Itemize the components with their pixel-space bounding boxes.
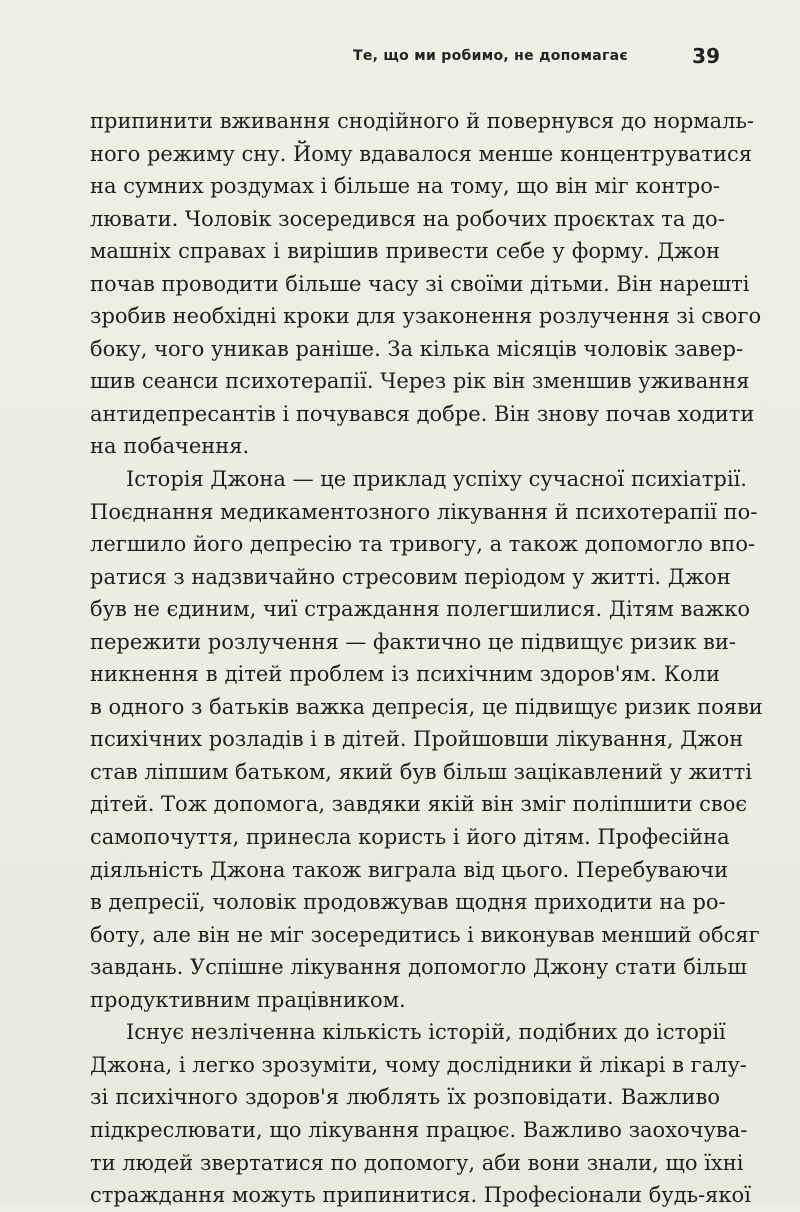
text-line: став ліпшим батьком, який був більш зацікавлений у житті — [90, 759, 752, 784]
text-line: в одного з батьків важка депресія, це підвищує ризик появи — [90, 694, 763, 719]
text-line: в депресії, чоловік продовжував щодня приходити на ро- — [90, 890, 726, 915]
text-line: зі психічного здоров'я люблять їх розповідати. Важливо — [90, 1085, 720, 1110]
text-line: ратися з надзвичайно стресовим періодом у житті. Джон — [90, 564, 731, 589]
text-line: почав проводити більше часу зі своїми дітьми. Він нарешті — [90, 271, 750, 296]
text-line: ти людей звертатися по допомогу, аби вони знали, що їхні — [90, 1150, 744, 1175]
text-line: машніх справах і вирішив привести себе у форму. Джон — [90, 239, 720, 264]
text-line: страждання можуть припинитися. Професіонали будь-якої — [90, 1183, 751, 1208]
text-line: шив сеанси психотерапії. Через рік він зменшив уживання — [90, 369, 750, 394]
body-text — [90, 105, 763, 1212]
text-line: пережити розлучення — фактично це підвищує ризик ви- — [90, 629, 736, 654]
text-line: продуктивним працівником. — [90, 987, 406, 1012]
text-line: завдань. Успішне лікування допомогло Джону стати більш — [90, 955, 747, 980]
paragraph — [90, 463, 763, 1016]
running-head: Те, що ми робимо, не допомагає — [352, 48, 628, 64]
text-line: на побачення. — [90, 434, 250, 459]
paragraph — [90, 1016, 751, 1211]
text-line: Історія Джона — це приклад успіху сучасної психіатрії. — [126, 467, 747, 492]
text-line: легшило його депресію та тривогу, а також допомогло впо- — [90, 532, 756, 557]
text-line: був не єдиним, чиї страждання полегшилися. Дітям важко — [90, 597, 750, 622]
text-line: підкреслювати, що лікування працює. Важливо заохочува- — [90, 1117, 748, 1142]
text-line: лювати. Чоловік зосередився на робочих проєктах та до- — [90, 206, 725, 231]
text-line: боку, чого уникав раніше. За кілька місяців чоловік завер- — [90, 336, 744, 361]
page-header — [90, 42, 720, 72]
text-line: антидепресантів і почувався добре. Він знову почав ходити — [90, 401, 755, 426]
text-line: діяльність Джона також виграла від цього. Перебуваючи — [90, 857, 729, 882]
text-line: самопочуття, принесла користь і його дітям. Професійна — [90, 825, 730, 850]
text-line: никнення в дітей проблем із психічним здоров'ям. Коли — [90, 662, 720, 687]
text-line: Поєднання медикаментозного лікування й психотерапії по- — [90, 499, 758, 524]
text-line: дітей. Тож допомога, завдяки якій він зміг поліпшити своє — [90, 792, 748, 817]
paragraph — [90, 105, 762, 463]
text-line: психічних розладів і в дітей. Пройшовши лікування, Джон — [90, 727, 744, 752]
text-line: Джона, і легко зрозуміти, чому дослідники й лікарі в галу- — [90, 1052, 747, 1077]
page-number: 39 — [692, 44, 720, 68]
text-line: на сумних роздумах і більше на тому, що він міг контро- — [90, 174, 720, 199]
text-line: зробив необхідні кроки для узаконення розлучення зі свого — [90, 304, 762, 329]
text-line: припинити вживання снодійного й повернувся до нормаль- — [90, 109, 755, 133]
text-line: боту, але він не міг зосередитись і виконував менший обсяг — [90, 922, 760, 947]
text-line: Існує незліченна кількість історій, подібних до історії — [126, 1020, 726, 1045]
text-line: ного режиму сну. Йому вдавалося менше концентруватися — [90, 141, 753, 166]
